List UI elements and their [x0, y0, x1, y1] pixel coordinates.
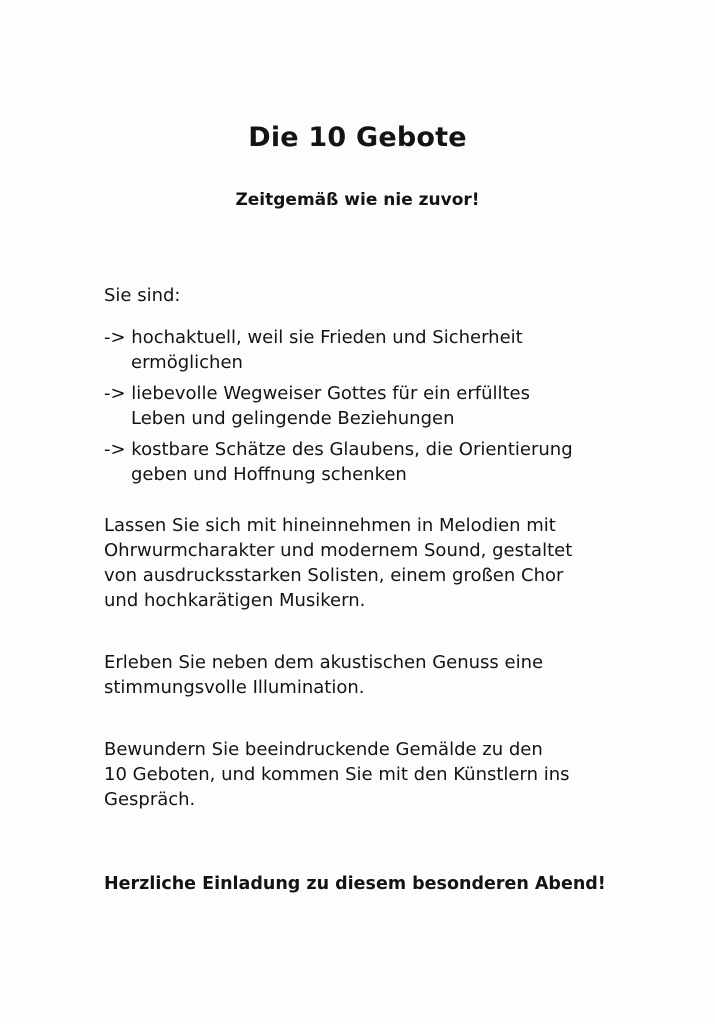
list-item-line: -> kostbare Schätze des Glaubens, die Orientierung: [104, 439, 573, 460]
list-item-line: -> liebevolle Wegweiser Gottes für ein erfülltes: [104, 383, 531, 404]
page-subtitle: Zeitgemäß wie nie zuvor!: [235, 190, 480, 210]
list-item: [104, 325, 624, 375]
paragraph-line: Gespräch.: [104, 789, 196, 810]
list-item-line: -> hochaktuell, weil sie Frieden und Sicherheit: [104, 327, 523, 348]
paragraph-melodies: [104, 513, 624, 613]
benefit-list: [104, 325, 624, 493]
paragraph-line: Erleben Sie neben dem akustischen Genuss eine: [104, 652, 544, 673]
paragraph-line: Lassen Sie sich mit hineinnehmen in Melodien mit: [104, 515, 556, 536]
list-item-continuation: geben und Hoffnung schenken: [131, 464, 407, 485]
list-item: [104, 437, 624, 487]
paragraph-line: Ohrwurmcharakter und modernem Sound, gestaltet: [104, 540, 573, 561]
page-title: Die 10 Gebote: [248, 122, 467, 153]
paragraph-line: 10 Geboten, und kommen Sie mit den Künstlern ins: [104, 764, 570, 785]
paragraph-line: stimmungsvolle Illumination.: [104, 677, 365, 698]
paragraph-line: von ausdrucksstarken Solisten, einem großen Chor: [104, 565, 564, 586]
paragraph-line: Bewundern Sie beeindruckende Gemälde zu den: [104, 739, 543, 760]
list-item: [104, 381, 624, 431]
list-item-continuation: Leben und gelingende Beziehungen: [131, 408, 455, 429]
closing-invitation: Herzliche Einladung zu diesem besonderen Abend!: [104, 874, 606, 894]
paragraph-illumination: [104, 650, 624, 700]
list-item-continuation: ermöglichen: [131, 352, 243, 373]
paragraph-paintings: [104, 737, 624, 812]
intro-text: Sie sind:: [104, 285, 181, 306]
paragraph-line: und hochkarätigen Musikern.: [104, 590, 366, 611]
